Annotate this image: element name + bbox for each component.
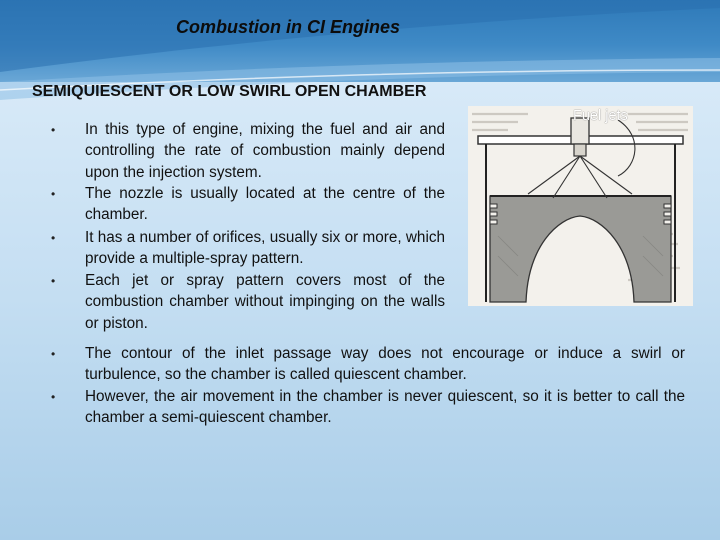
bullet-marker: • (51, 231, 56, 245)
bullet-text: In this type of engine, mixing the fuel and air and controlling the rate of combustion mainly depend upon the injection system. (85, 121, 445, 181)
slide-title: Combustion in CI Engines (176, 17, 400, 37)
fuel-jets-label: Fuel jets (573, 108, 628, 124)
section-heading: SEMIQUIESCENT OR LOW SWIRL OPEN CHAMBER (32, 83, 427, 100)
bullet-text: It has a number of orifices, usually six or more, which provide a multiple-spray pattern. (85, 229, 445, 268)
bullet-marker: • (51, 347, 56, 361)
bullet-marker: • (51, 390, 56, 404)
bullet-text: The contour of the inlet passage way does not encourage or induce a swirl or turbulence, so the chamber is called quiescent chamber. (85, 345, 685, 384)
bullet-text: Each jet or spray pattern covers most of the combustion chamber without impinging on the walls or piston. (85, 272, 445, 332)
bullet-marker: • (51, 274, 56, 288)
bullet-text: However, the air movement in the chamber is never quiescent, so it is better to call the chamber a semi-quiescent chamber. (85, 388, 685, 427)
bullet-text: The nozzle is usually located at the centre of the chamber. (85, 185, 445, 224)
bullet-marker: • (51, 187, 56, 201)
bullet-marker: • (51, 123, 56, 137)
combustion-chamber-diagram (468, 106, 693, 306)
